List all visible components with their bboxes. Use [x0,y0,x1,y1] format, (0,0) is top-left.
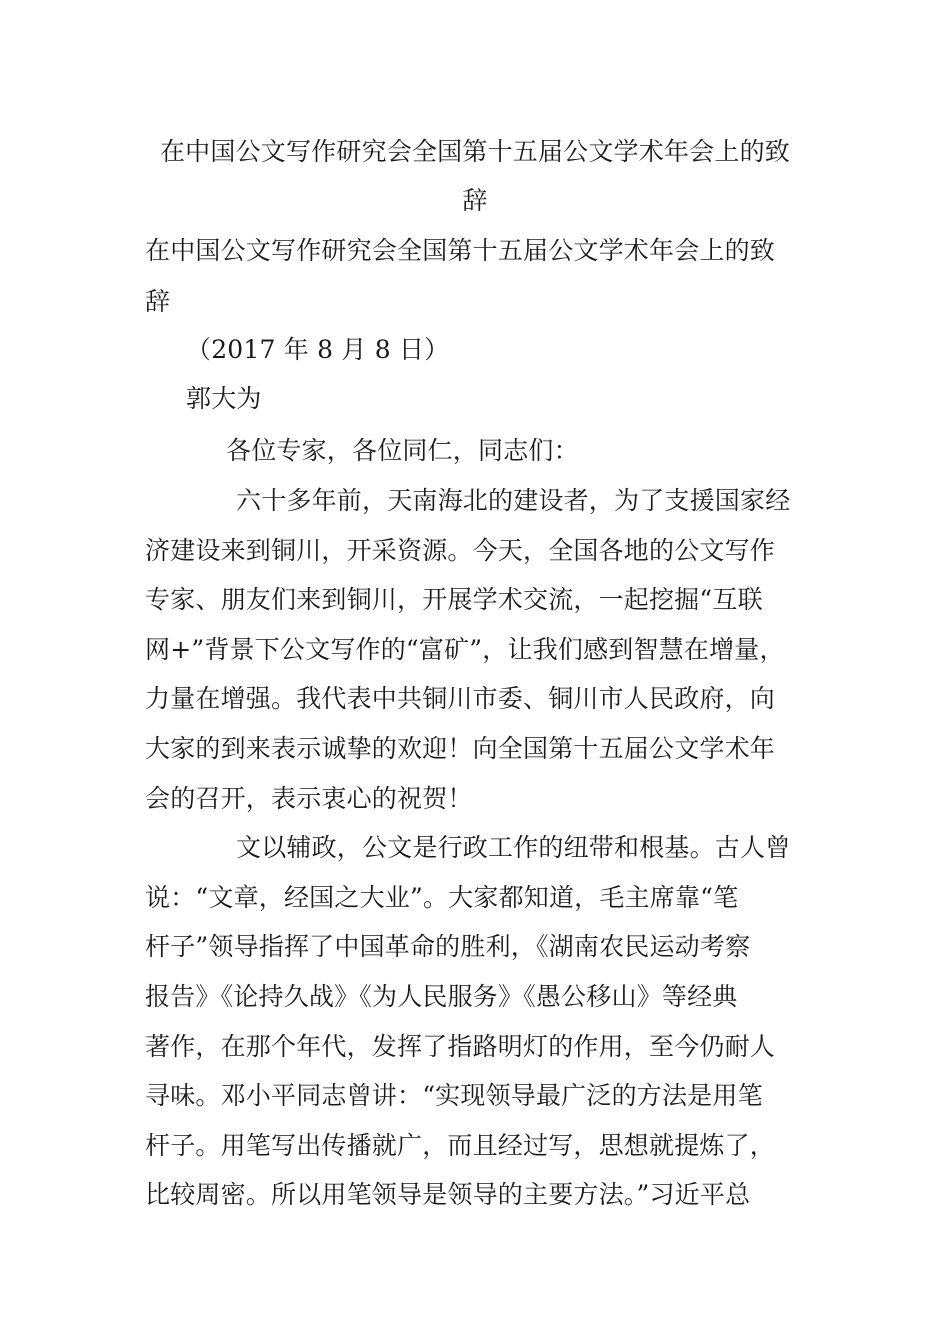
paragraph-1-line: 会的召开，表示衷心的祝贺！ [145,784,473,813]
paragraph-1-line: 专家、朋友们来到铜川，开展学术交流，一起挖掘“互联 [145,585,763,614]
document-subtitle-line-1: 在中国公文写作研究会全国第十五届公文学术年会上的致 [145,236,776,265]
paragraph-2-line: 著作，在那个年代，发挥了指路明灯的作用，至今仍耐人 [145,1032,776,1061]
document-title-line-2: 辞 [462,186,488,215]
paragraph-1-line: 力量在增强。我代表中共铜川市委、铜川市人民政府，向 [145,684,776,713]
document-title-line-1: 在中国公文写作研究会全国第十五届公文学术年会上的致 [159,137,790,166]
paragraph-2-line: 说：“文章，经国之大业”。大家都知道，毛主席靠“笔 [145,883,739,912]
document-date: （2017 年 8 月 8 日） [186,335,450,364]
document-author: 郭大为 [186,384,262,413]
paragraph-2-line: 杆子。用笔写出传播就广，而且经过写，思想就提炼了， [145,1131,776,1160]
paragraph-1-line: 济建设来到铜川，开采资源。今天，全国各地的公文写作 [145,536,776,565]
paragraph-2-line: 比较周密。所以用笔领导是领导的主要方法。”习近平总 [145,1180,751,1209]
paragraph-2-line: 杆子”领导指挥了中国革命的胜利，《湖南农民运动考察 [145,932,751,961]
document-subtitle-line-2: 辞 [145,287,171,316]
paragraph-1-line: 网+”背景下公文写作的“富矿”，让我们感到智慧在增量， [145,635,785,664]
paragraph-2-line: 报告》《论持久战》《为人民服务》《愚公移山》等经典 [145,982,738,1011]
paragraph-1-line: 大家的到来表示诚挚的欢迎！向全国第十五届公文学术年 [145,734,776,763]
paragraph-2-line: 寻味。邓小平同志曾讲：“实现领导最广泛的方法是用笔 [145,1081,763,1110]
document-salutation: 各位专家，各位同仁，同志们： [226,436,579,465]
paragraph-2-line: 文以辅政，公文是行政工作的纽带和根基。古人曾 [236,833,791,862]
paragraph-1-line: 六十多年前，天南海北的建设者，为了支援国家经 [236,486,791,515]
